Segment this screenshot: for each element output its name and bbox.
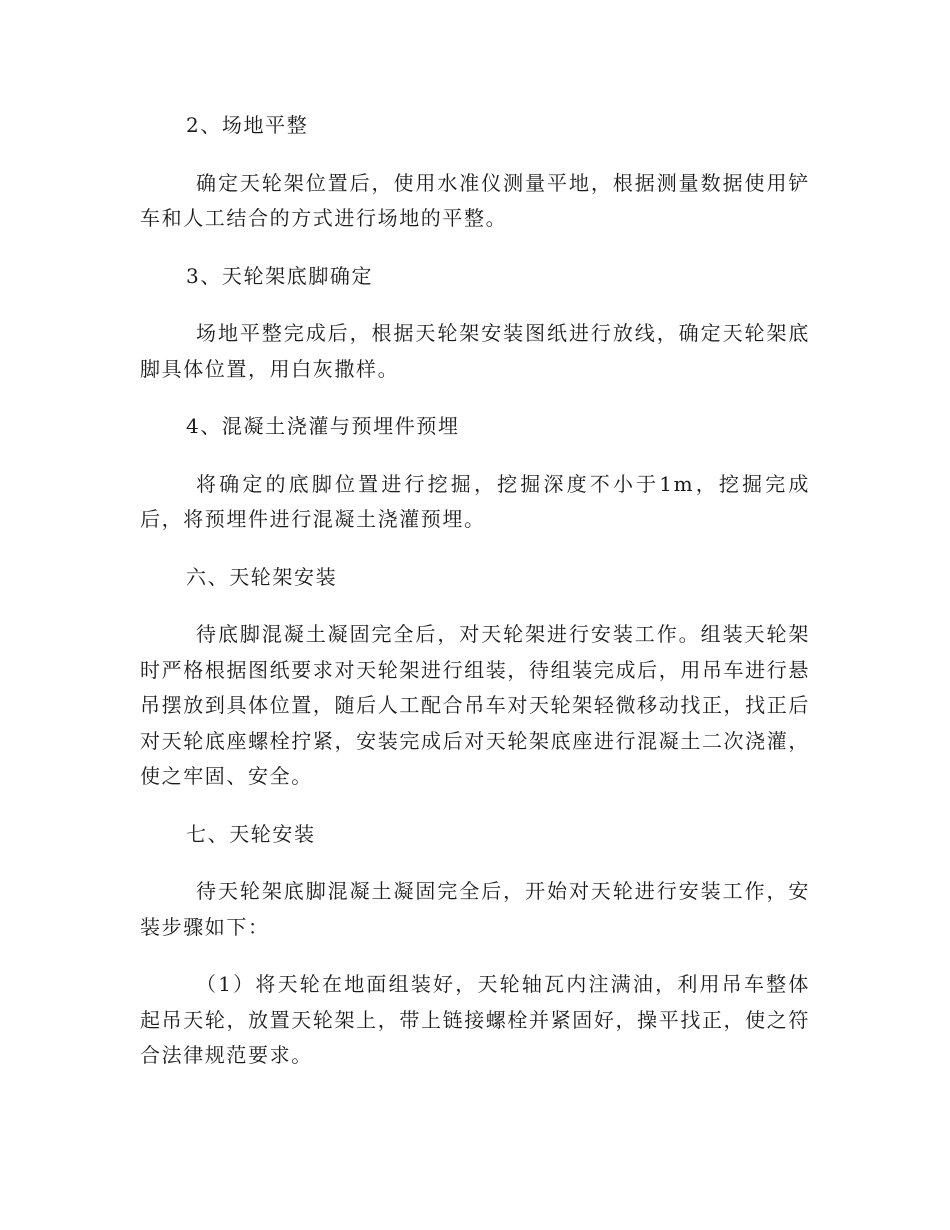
paragraph-step-1: （1）将天轮在地面组装好，天轮轴瓦内注满油，利用吊车整体起吊天轮，放置天轮架上，带上链接螺栓并紧固好，操平找正，使之符合法律规范要求。 [140, 972, 810, 1067]
paragraph-concrete-embedding: 将确定的底脚位置进行挖掘，挖掘深度不小于1m，挖掘完成后，将预埋件进行混凝土浇灌预埋。 [140, 471, 810, 531]
section-heading-frame-installation: 六、天轮架安装 [186, 564, 338, 589]
paragraph-wheel-installation: 待天轮架底脚混凝土凝固完全后，开始对天轮进行安装工作，安装步骤如下： [140, 879, 810, 939]
section-heading-wheel-installation: 七、天轮安装 [186, 821, 316, 846]
document-page [140, 108, 810, 1096]
section-heading-frame-footing: 3、天轮架底脚确定 [186, 263, 374, 288]
paragraph-site-leveling: 确定天轮架位置后，使用水准仪测量平地，根据测量数据使用铲车和人工结合的方式进行场地的平整。 [140, 170, 810, 230]
paragraph-frame-installation: 待底脚混凝土凝固完全后，对天轮架进行安装工作。组装天轮架时严格根据图纸要求对天轮架进行组装，待组装完成后，用吊车进行悬吊摆放到具体位置，随后人工配合吊车对天轮架轻微移动找正，找正后对天轮底座螺栓拧紧，安装完成后对天轮架底座进行混凝土二次浇灌，使之牢固、安全。 [140, 622, 810, 788]
section-heading-site-leveling: 2、场地平整 [186, 113, 309, 137]
paragraph-frame-footing: 场地平整完成后，根据天轮架安装图纸进行放线，确定天轮架底脚具体位置，用白灰撒样。 [140, 321, 810, 381]
section-heading-concrete-embedding: 4、混凝土浇灌与预埋件预埋 [186, 414, 460, 438]
